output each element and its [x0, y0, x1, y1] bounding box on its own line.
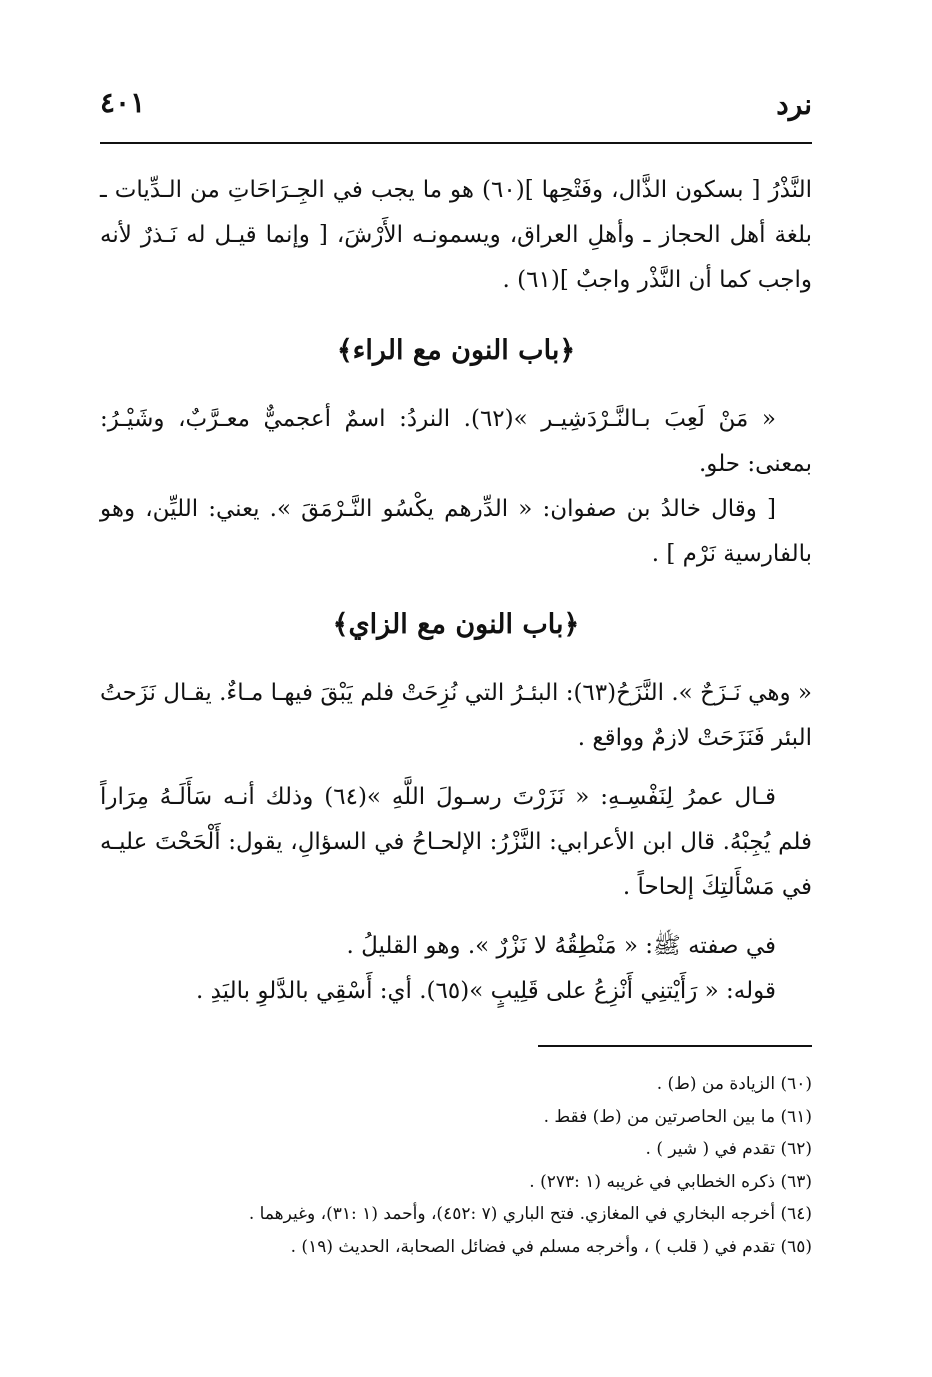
page-number: ٤٠١: [100, 86, 146, 119]
footnote-63: (٦٣) ذكره الخطابي في غريبه (١ :٢٧٣) .: [529, 1171, 812, 1192]
page-header: [100, 82, 812, 130]
footnote-64: (٦٤) أخرجه البخاري في المغازي. فتح الباري (٧ :٤٥٢)، وأحمد (١ :٣١)، وغيرهما .: [248, 1204, 812, 1224]
section-heading-nun-ra: ﴿باب النون مع الراء﴾: [336, 335, 576, 366]
running-head: نرد: [776, 88, 812, 121]
paragraph-anzi: قوله: « رَأَيْتنِي أَنْزِعُ على قَلِيبٍ »(٦٥). أي: أَسْقِي بالدَّلوِ باليَدِ .: [195, 978, 776, 1004]
section-heading-nun-zay: ﴿باب النون مع الزاي﴾: [332, 609, 580, 640]
footnote-65: (٦٥) تقدم في ( قلب ) ، وأخرجه مسلم في فضائل الصحابة، الحديث (١٩) .: [290, 1236, 812, 1257]
footnote-60: (٦٠) الزيادة من (ط) .: [656, 1074, 812, 1094]
paragraph-nadhr: النَّذْرُ [ بسكون الذَّال، وفَتْحِها ](٦٠) هو ما يجب في الجِـرَاحَاتِ من الـدِّيات ـ بلغة أهل الحجاز ـ وأهلِ العراق، ويسمونـه الأَرْشَ، [ وإنما قيـل له نَـذرٌ لأنه واجب كما أن النَّذْر واجبٌ ](٦١) .: [100, 177, 812, 293]
paragraph-narmaq: [ وقال خالدُ بن صفوان: « الدِّرهم يكْسُو النَّـرْمَقَ ». يعني: الليِّن، وهو بالفارسية نَرْم ] .: [100, 496, 812, 567]
footnote-62: (٦٢) تقدم في ( شير ) .: [645, 1139, 812, 1159]
header-rule: [100, 142, 812, 144]
footnotes: [100, 1068, 812, 1263]
paragraph-nazart: قـال عمرُ لِنَفْسِـهِ: « نَزَرْتَ رسـولَ اللَّهِ »(٦٤) وذلك أنـه سَأَلَـهُ مِرَاراً فلم يُجِبْهُ. قال ابن الأعرابي: النَّزْرُ: الإلحـاحُ في السؤالِ، يقول: أَلْحَحْتَ عليـه في مَسْأَلتِكَ إلحاحاً .: [100, 784, 812, 900]
paragraph-nardashir: « مَنْ لَعِبَ بـالنَّـرْدَشِيـر »(٦٢). النردُ: اسمٌ أعجميٌّ معـرَّبٌ، وشَيْـرُ: بمعنى: حلو.: [100, 406, 812, 477]
footnote-61: (٦١) ما بين الحاصرتين من (ط) فقط .: [543, 1106, 812, 1127]
paragraph-nazah: « وهي نَـزَحٌ ». النَّزَحُ(٦٣): البئـرُ التي نُزِحَتْ فلم يَبْقَ فيهـا مـاءٌ. يقـال نَزَحتُ البئر فَنَزَحَتْ لازمٌ وواقع .: [100, 680, 812, 751]
paragraph-mantiquhu: في صفته ﷺ: « مَنْطِقُهُ لا نَزْرٌ ». وهو القليلُ .: [346, 933, 776, 959]
footnote-rule: [538, 1045, 812, 1047]
main-text: [100, 168, 812, 1014]
